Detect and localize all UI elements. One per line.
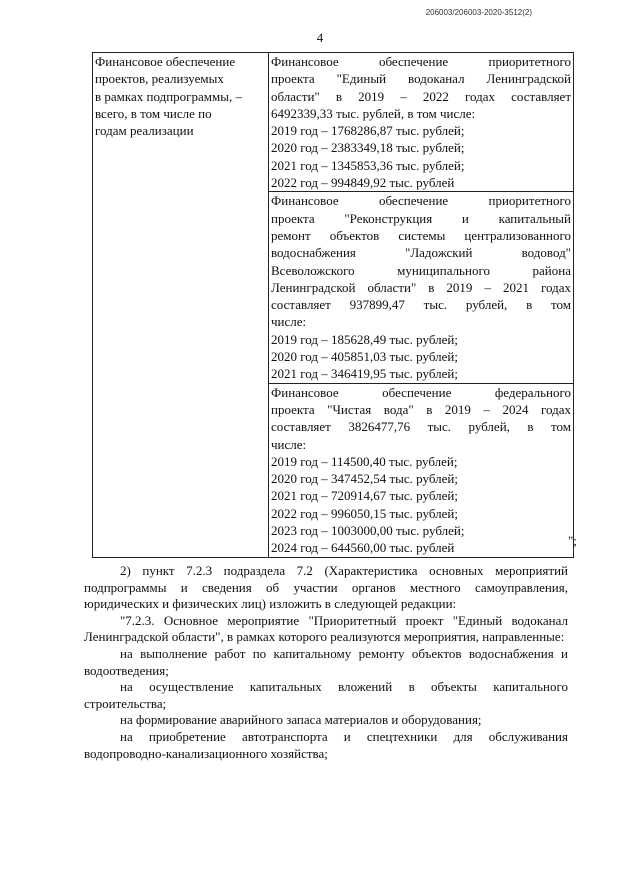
- block-line: числе:: [271, 314, 307, 330]
- block-line: Всеволожского муниципального района: [271, 262, 571, 278]
- block-line: составляет 937899,47 тыс. рублей, в том: [271, 297, 571, 313]
- block-line: ремонт объектов системы централизованного: [271, 227, 571, 243]
- block-line: водоснабжения "Ладожский водовод": [271, 245, 571, 261]
- paragraph: на выполнение работ по капитальному ремонту объектов водоснабжения и водоотведения;: [84, 645, 568, 678]
- year-amount-line: 2019 год – 1768286,87 тыс. рублей;: [271, 123, 465, 139]
- year-amount-line: 2021 год – 1345853,36 тыс. рублей;: [271, 157, 465, 173]
- year-amount-line: 2020 год – 2383349,18 тыс. рублей;: [271, 140, 465, 156]
- label-line: в рамках подпрограммы, –: [95, 88, 242, 104]
- page-number: 4: [316, 30, 324, 45]
- closing-quote-mark: ";: [568, 533, 577, 548]
- block-line: Финансовое обеспечение федерального: [271, 384, 571, 400]
- block-line: проекта "Единый водоканал Ленинградской: [271, 71, 571, 87]
- year-amount-line: 2024 год – 644560,00 тыс. рублей: [271, 540, 455, 556]
- label-line: Финансовое обеспечение: [95, 54, 236, 69]
- paragraph: "7.2.3. Основное мероприятие "Приоритетный проект "Единый водоканал Ленинградской области", в рамках которого реализуются мероприятия, направленные:: [84, 612, 568, 645]
- project-block-ladoga-aqueduct: [269, 192, 574, 383]
- year-amount-line: 2023 год – 1003000,00 тыс. рублей;: [271, 523, 465, 539]
- year-amount-line: 2019 год – 114500,40 тыс. рублей;: [271, 453, 458, 469]
- project-block-water-utility: [269, 53, 574, 192]
- year-amount-line: 2022 год – 996050,15 тыс. рублей;: [271, 505, 458, 521]
- paragraph: на приобретение автотранспорта и спецтехники для обслуживания водопроводно-канализационного хозяйства;: [84, 728, 568, 761]
- document-id: 206003/206003-2020-3512(2): [425, 8, 532, 17]
- project-block-clean-water: [269, 383, 574, 557]
- table-row: [93, 53, 574, 192]
- financing-table: [92, 52, 574, 558]
- year-amount-line: 2022 год – 994849,92 тыс. рублей: [271, 175, 455, 191]
- financing-label-cell: [93, 53, 269, 558]
- label-line: годам реализации: [95, 123, 194, 139]
- paragraph: 2) пункт 7.2.3 подраздела 7.2 (Характеристика основных мероприятий подпрограммы и сведения об участии органов местного самоуправления, юридических и физических лиц) изложить в следующей редакции:: [84, 563, 568, 612]
- paragraph: на формирование аварийного запаса материалов и оборудования;: [120, 712, 482, 728]
- block-line: Ленинградской области" в 2019 – 2021 годах: [271, 279, 571, 295]
- block-line: области" в 2019 – 2022 годах составляет: [271, 88, 571, 104]
- label-line: всего, в том числе по: [95, 105, 212, 121]
- block-line: составляет 3826477,76 тыс. рублей, в том: [271, 419, 571, 435]
- year-amount-line: 2020 год – 347452,54 тыс. рублей;: [271, 471, 458, 487]
- year-amount-line: 2021 год – 346419,95 тыс. рублей;: [271, 366, 458, 382]
- year-amount-line: 2020 год – 405851,03 тыс. рублей;: [271, 349, 458, 365]
- block-line: проекта "Реконструкция и капитальный: [271, 210, 571, 226]
- block-line: числе:: [271, 436, 307, 452]
- block-line: проекта "Чистая вода" в 2019 – 2024 годах: [271, 401, 571, 417]
- paragraph: на осуществление капитальных вложений в объекты капитального строительства;: [84, 679, 568, 711]
- block-line: Финансовое обеспечение приоритетного: [271, 193, 571, 209]
- year-amount-line: 2021 год – 720914,67 тыс. рублей;: [271, 488, 458, 504]
- label-line: проектов, реализуемых: [95, 71, 224, 87]
- amendment-text: [84, 563, 568, 762]
- block-line: 6492339,33 тыс. рублей, в том числе:: [271, 105, 476, 121]
- year-amount-line: 2019 год – 185628,49 тыс. рублей;: [271, 331, 458, 347]
- block-line: Финансовое обеспечение приоритетного: [271, 54, 571, 69]
